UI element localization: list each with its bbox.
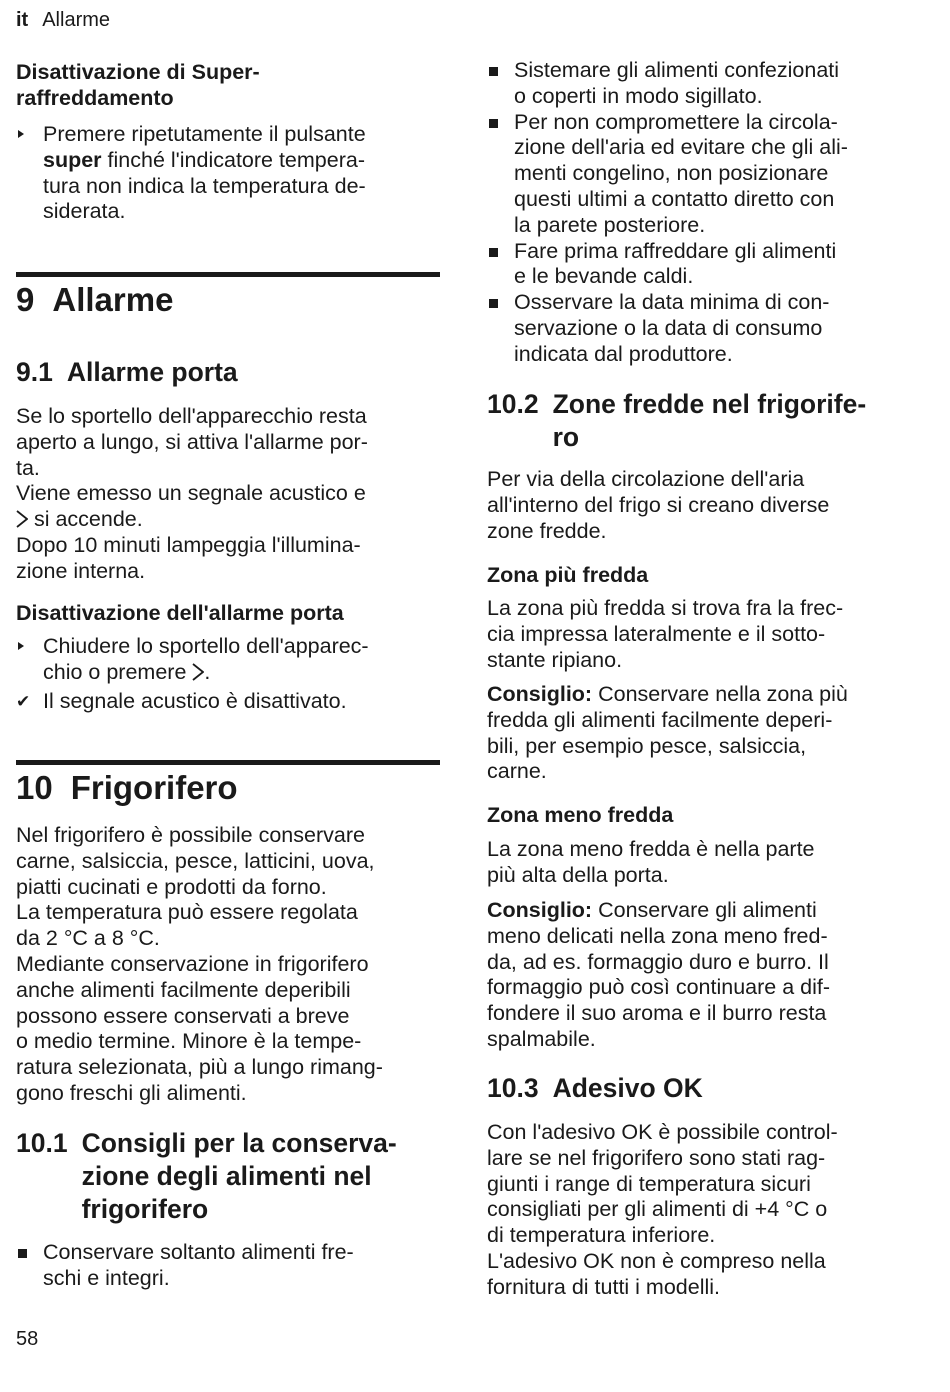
running-header — [16, 9, 110, 32]
bullet-line: schi e integri. — [43, 1265, 170, 1290]
section-10-1-title — [16, 1127, 440, 1226]
bullet-square-icon — [487, 290, 514, 367]
text-line: da 2 °C a 8 °C. — [16, 926, 160, 951]
coldest-zone-body — [487, 596, 927, 673]
bullet-line: o coperti in modo sigillato. — [514, 83, 763, 108]
bullet-line: servazione o la data di consumo — [514, 315, 823, 340]
bullet-line: Conservare soltanto alimenti fre- — [43, 1240, 354, 1264]
bullet-square-icon — [16, 1240, 43, 1292]
less-cold-zone-heading: Zona meno fredda — [487, 803, 674, 827]
step-line-end: . — [204, 659, 211, 684]
text-line — [487, 898, 927, 924]
alarm-button-icon — [16, 510, 28, 528]
text-line-rest: si accende. — [28, 507, 143, 532]
title-line: frigorifero — [81, 1194, 209, 1224]
tip-label: Consiglio: — [487, 682, 593, 706]
text-line: all'interno del frigo si creano diverse — [487, 492, 830, 517]
step-text — [43, 122, 366, 225]
text-line: giunti i range di temperatura sicuri — [487, 1171, 811, 1196]
chapter-title: Frigorifero — [70, 769, 238, 806]
text-line: anche alimenti facilmente deperibili — [16, 977, 351, 1002]
title-line: Consigli per la conserva- — [81, 1128, 397, 1158]
text-line: Mediante conservazione in frigorifero — [16, 951, 369, 976]
super-off-heading — [16, 59, 440, 111]
section-number: 10.3 — [487, 1073, 539, 1103]
bullet-text — [43, 1240, 354, 1292]
chapter-9-title — [16, 282, 440, 318]
coldest-zone-tip — [487, 682, 927, 785]
text-line: La temperatura può essere regolata — [16, 900, 358, 925]
bullet-line: indicata dal produttore. — [514, 341, 733, 366]
heading-line: raffreddamento — [16, 86, 174, 110]
bullet-text — [514, 239, 836, 291]
section-9-1-title — [16, 356, 440, 389]
text-line: fornitura di tutti i modelli. — [487, 1274, 721, 1299]
bullet-line: la parete posteriore. — [514, 212, 706, 237]
text-line: meno delicati nella zona meno fred- — [487, 923, 828, 948]
text-line: La zona meno fredda è nella parte — [487, 837, 815, 861]
text-line: o medio termine. Minore è la tempe- — [16, 1029, 362, 1054]
text-line: aperto a lungo, si attiva l'allarme por- — [16, 429, 368, 454]
step-line: tura non indica la temperatura de- — [43, 173, 366, 198]
text-line: Per via della circolazione dell'aria — [487, 467, 805, 491]
bullet-item — [487, 290, 927, 367]
section-title — [553, 388, 867, 454]
storage-tips-bullets — [487, 58, 927, 368]
section-9-1-body — [16, 404, 440, 585]
title-line: ro — [552, 422, 580, 452]
text-line: L'adesivo OK non è compreso nella — [487, 1248, 826, 1273]
super-button-name: super — [43, 147, 102, 172]
text-line: stante ripiano. — [487, 647, 623, 672]
heading-line: Disattivazione di Super- — [16, 60, 260, 84]
text-line: Nel frigorifero è possibile conservare — [16, 823, 365, 847]
text-line: fondere il suo aroma e il burro resta — [487, 1001, 827, 1026]
chapter-rule — [16, 272, 440, 277]
section-number: 9.1 — [16, 357, 53, 387]
bullet-item — [487, 239, 927, 291]
header-section-title: Allarme — [42, 9, 111, 31]
result-line — [16, 689, 440, 715]
text-line: Se lo sportello dell'apparecchio resta — [16, 404, 367, 428]
chapter-10-body — [16, 823, 440, 1107]
section-title: Adesivo OK — [552, 1073, 703, 1103]
text-line: carne, salsiccia, pesce, latticini, uova, — [16, 848, 375, 873]
text-line: zione interna. — [16, 558, 146, 583]
step-arrow-icon — [16, 122, 43, 225]
chapter-rule — [16, 760, 440, 765]
step-line: Chiudere lo sportello dell'apparec- — [43, 634, 369, 658]
section-title — [82, 1127, 397, 1226]
chapter-title: Allarme — [52, 281, 174, 318]
text-line: spalmabile. — [487, 1026, 596, 1051]
super-off-step — [16, 122, 440, 225]
title-line: Zone fredde nel frigorife- — [552, 389, 867, 419]
bullet-square-icon — [487, 239, 514, 291]
step-line-rest: finché l'indicatore tempera- — [101, 147, 365, 172]
door-alarm-off-steps — [16, 634, 440, 714]
instruction-step — [16, 634, 440, 686]
bullet-line: menti congelino, non posizionare — [514, 161, 829, 186]
bullet-line: questi ultimi a contatto diretto con — [514, 186, 835, 211]
bullet-line: zione dell'aria ed evitare che gli ali- — [514, 135, 848, 160]
bullet-line: e le bevande caldi. — [514, 264, 694, 289]
page-number: 58 — [16, 1328, 39, 1350]
text-line: piatti cucinati e prodotti da forno. — [16, 874, 327, 899]
step-line — [43, 660, 369, 686]
step-arrow-icon — [16, 634, 43, 686]
text-line: consigliati per gli alimenti di +4 °C o — [487, 1197, 828, 1222]
section-10-2-title — [487, 388, 927, 454]
bullet-line: Osservare la data minima di con- — [514, 290, 830, 315]
section-10-3-title — [487, 1072, 927, 1105]
step-line: siderata. — [43, 199, 126, 224]
text-line: carne. — [487, 759, 547, 784]
text-line: ratura selezionata, più a lungo rimang- — [16, 1055, 383, 1080]
text-line: di temperatura inferiore. — [487, 1223, 716, 1248]
alarm-button-icon — [192, 663, 204, 681]
tip-label: Consiglio: — [487, 898, 593, 922]
text-line: cia impressa lateralmente e il sotto- — [487, 621, 826, 646]
bullet-line: Fare prima raffreddare gli alimenti — [514, 238, 837, 263]
step-text — [43, 634, 369, 686]
text-line: La zona più fredda si trova fra la frec- — [487, 596, 844, 620]
language-code: it — [16, 9, 29, 31]
bullet-line: Per non compromettere la circola- — [514, 109, 838, 134]
bullet-text — [514, 290, 829, 367]
title-line: zione degli alimenti nel — [81, 1161, 372, 1191]
chapter-number: 10 — [16, 769, 53, 806]
text-line: Dopo 10 minuti lampeggia l'illumina- — [16, 532, 361, 557]
section-10-1-bullets — [16, 1240, 440, 1292]
text-line: Viene emesso un segnale acustico e — [16, 481, 366, 506]
text-line: bili, per esempio pesce, salsiccia, — [487, 733, 807, 758]
tip-line-rest: Conservare nella zona più — [592, 682, 848, 706]
text-line: possono essere conservati a breve — [16, 1003, 350, 1028]
checkmark-icon: ✔ — [16, 691, 31, 711]
text-line: fredda gli alimenti facilmente deperi- — [487, 707, 833, 732]
door-alarm-off-heading: Disattivazione dell'allarme porta — [16, 601, 344, 625]
less-cold-zone-tip — [487, 898, 927, 1053]
text-line: da, ad es. formaggio duro e burro. Il — [487, 949, 829, 974]
bullet-square-icon — [487, 58, 514, 110]
chapter-10-title — [16, 770, 440, 806]
bullet-line: Sistemare gli alimenti confezionati — [514, 58, 840, 82]
less-cold-zone-body — [487, 837, 927, 889]
section-10-2-body — [487, 467, 927, 544]
text-line: formaggio può così continuare a dif- — [487, 975, 831, 1000]
tip-line-rest: Conservare gli alimenti — [592, 898, 817, 922]
chapter-number: 9 — [16, 281, 35, 318]
bullet-item — [16, 1240, 440, 1292]
text-line: ta. — [16, 455, 40, 480]
section-10-3-body — [487, 1120, 927, 1301]
text-line: più alta della porta. — [487, 862, 669, 887]
text-line — [487, 682, 927, 708]
bullet-item — [487, 110, 927, 239]
step-line-start: chio o premere — [43, 659, 193, 684]
section-number: 10.2 — [487, 389, 539, 419]
bullet-text — [514, 110, 848, 239]
step-line: Premere ripetutamente il pulsante — [43, 122, 366, 146]
text-line: Con l'adesivo OK è possibile control- — [487, 1120, 838, 1144]
bullet-square-icon — [487, 110, 514, 239]
text-line: gono freschi gli alimenti. — [16, 1080, 247, 1105]
bullet-text — [514, 58, 839, 110]
result-text: Il segnale acustico è disattivato. — [43, 688, 347, 713]
section-number: 10.1 — [16, 1128, 68, 1158]
text-line: zone fredde. — [487, 518, 607, 543]
step-line — [43, 148, 366, 174]
text-line — [16, 507, 440, 533]
instruction-step — [16, 122, 440, 225]
text-line: lare se nel frigorifero sono stati rag- — [487, 1145, 826, 1170]
bullet-item — [487, 58, 927, 110]
section-title: Allarme porta — [66, 357, 238, 387]
coldest-zone-heading: Zona più fredda — [487, 563, 649, 587]
